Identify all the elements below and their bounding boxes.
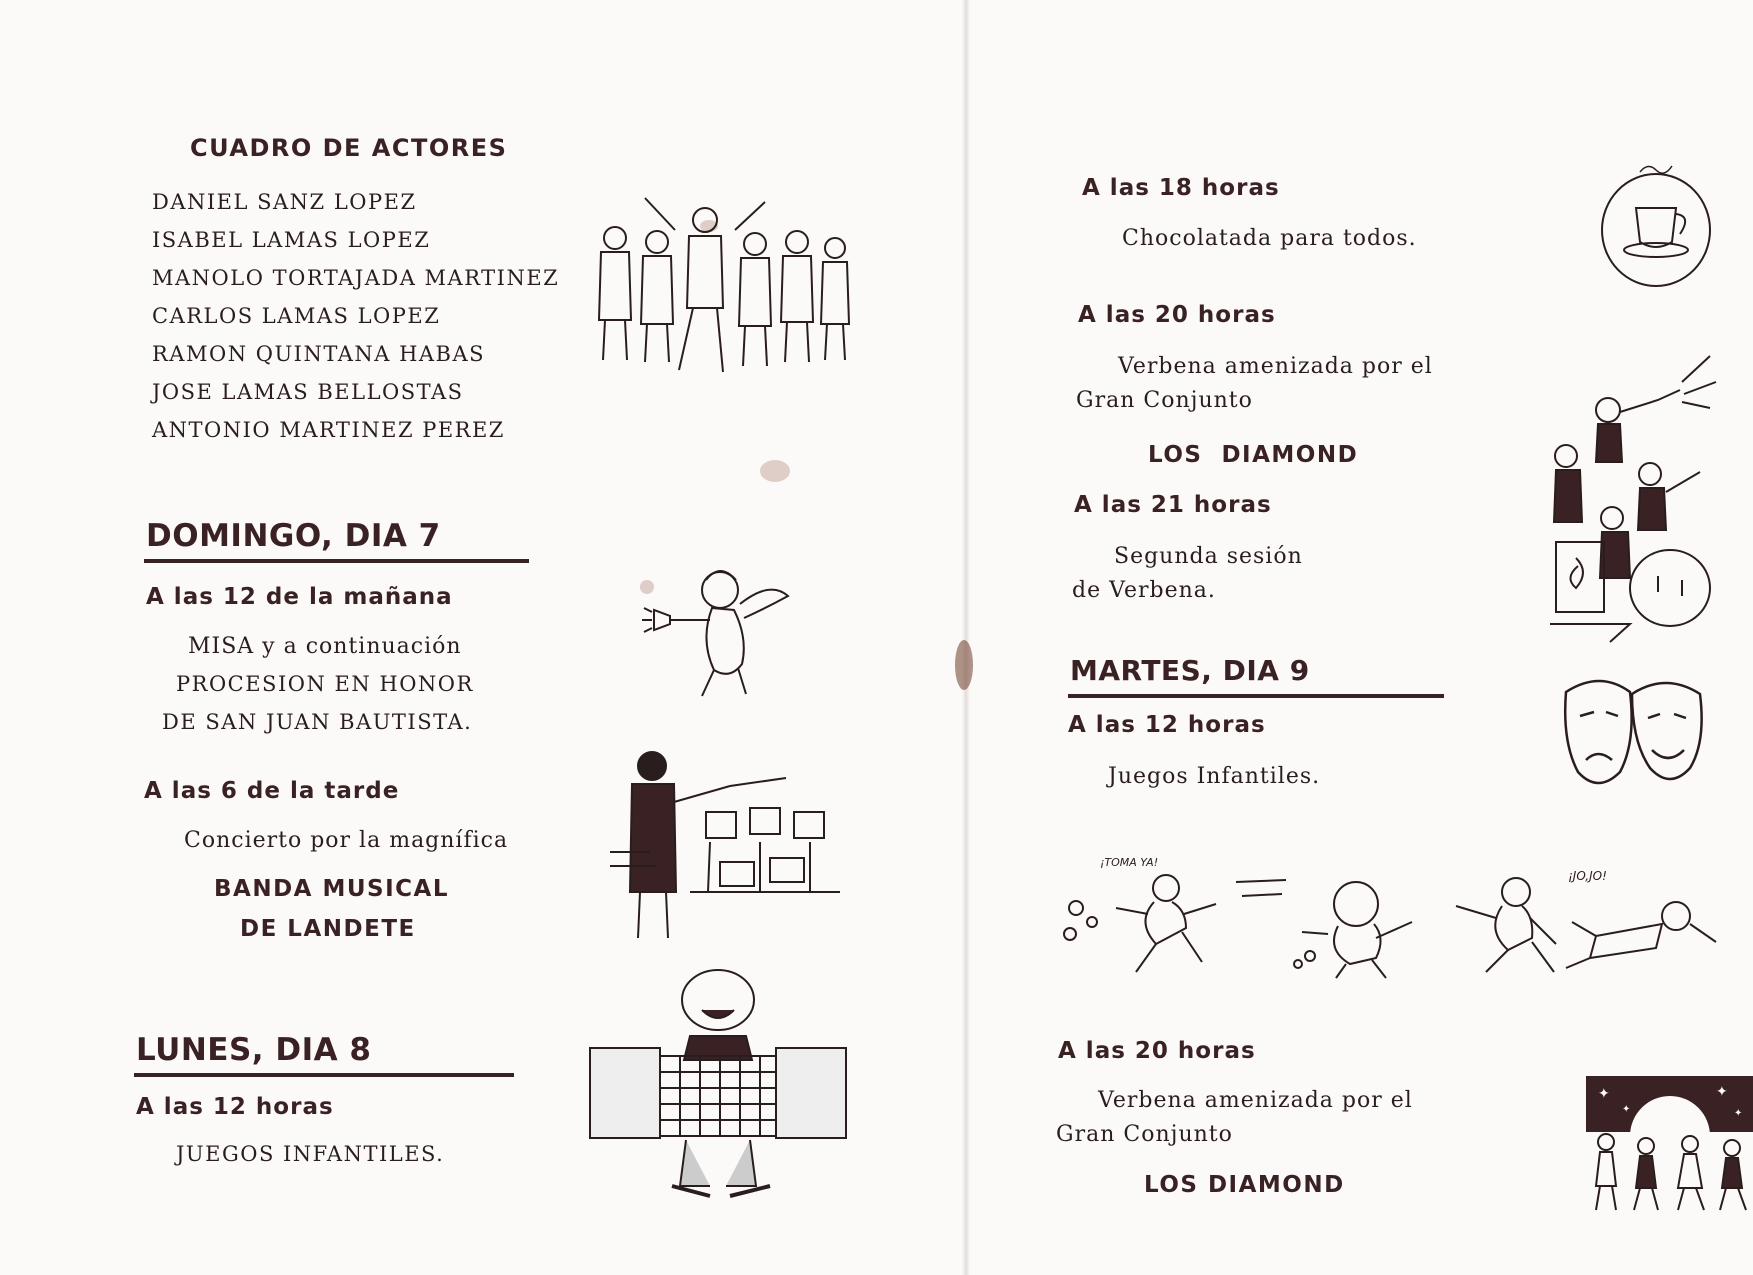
martes-line-1: Juegos Infantiles.: [1108, 764, 1321, 789]
domingo-time-2: A las 6 de la tarde: [144, 778, 400, 804]
band-name: DE LANDETE: [240, 916, 416, 942]
coffee-cup-illustration: [1600, 158, 1712, 290]
paper-stain: [955, 640, 973, 690]
martes-title: MARTES, DIA 9: [1070, 654, 1310, 687]
time-20-text: Verbena amenizada por el: [1118, 354, 1433, 379]
center-fold: [962, 0, 970, 1275]
time-21-text: de Verbena.: [1072, 578, 1216, 603]
lunes-line: JUEGOS INFANTILES.: [176, 1142, 445, 1166]
time-18: A las 18 horas: [1082, 175, 1280, 201]
lunes-title: LUNES, DIA 8: [136, 1032, 372, 1068]
lunes-time: A las 12 horas: [136, 1094, 334, 1120]
domingo-concert-line: Concierto por la magnífica: [184, 828, 509, 853]
shout-jo-jo: ¡JO,JO!: [1568, 869, 1607, 883]
martes-line-2: Verbena amenizada por el: [1098, 1088, 1413, 1113]
running-kids-illustration: [1056, 852, 1746, 982]
shout-toma-ya: ¡TOMA YA!: [1100, 856, 1159, 869]
domingo-rule: [144, 559, 529, 563]
martes-rule: [1068, 694, 1444, 698]
band-name-diamond: LOS DIAMOND: [1148, 442, 1359, 468]
time-18-text: Chocolatada para todos.: [1122, 226, 1417, 251]
band-musicians-illustration: [1550, 352, 1720, 648]
domingo-title: DOMINGO, DIA 7: [146, 518, 441, 554]
accordion-clown-illustration: [580, 960, 860, 1200]
cast-heading: CUADRO DE ACTORES: [190, 134, 508, 162]
svg-text:✦: ✦: [1622, 1104, 1631, 1115]
domingo-time-1: A las 12 de la mañana: [146, 584, 453, 610]
time-21-text: Segunda sesión: [1114, 544, 1303, 569]
conductor-orchestra-illustration: [610, 742, 840, 942]
paper-stain: [760, 460, 790, 482]
band-name: BANDA MUSICAL: [214, 876, 450, 902]
theater-masks-illustration: [1560, 672, 1710, 802]
domingo-line: MISA y a continuación: [188, 634, 462, 659]
band-name-diamond: LOS DIAMOND: [1144, 1172, 1345, 1198]
cast-member: RAMON QUINTANA HABAS: [152, 342, 486, 366]
domingo-line: PROCESION EN HONOR: [176, 672, 474, 696]
cast-member: DANIEL SANZ LOPEZ: [152, 190, 417, 214]
domingo-line: DE SAN JUAN BAUTISTA.: [162, 710, 473, 734]
time-20-text: Gran Conjunto: [1076, 388, 1253, 413]
actors-group-illustration: [575, 190, 855, 390]
time-20: A las 20 horas: [1078, 302, 1276, 328]
martes-time-2: A las 20 horas: [1058, 1038, 1256, 1064]
dancing-crowd-illustration: [1586, 1076, 1753, 1216]
martes-line-2: Gran Conjunto: [1056, 1122, 1233, 1147]
svg-text:✦: ✦: [1716, 1084, 1728, 1100]
cast-member: ANTONIO MARTINEZ PEREZ: [152, 418, 505, 442]
cast-member: JOSE LAMAS BELLOSTAS: [152, 380, 464, 404]
martes-time-1: A las 12 horas: [1068, 712, 1266, 738]
cast-member: ISABEL LAMAS LOPEZ: [152, 228, 431, 252]
svg-text:✦: ✦: [1734, 1108, 1743, 1119]
lunes-rule: [134, 1073, 514, 1077]
svg-text:✦: ✦: [1598, 1086, 1610, 1102]
cast-member: MANOLO TORTAJADA MARTINEZ: [152, 266, 560, 290]
cast-member: CARLOS LAMAS LOPEZ: [152, 304, 441, 328]
time-21: A las 21 horas: [1074, 492, 1272, 518]
cupid-trumpet-illustration: [640, 560, 790, 710]
